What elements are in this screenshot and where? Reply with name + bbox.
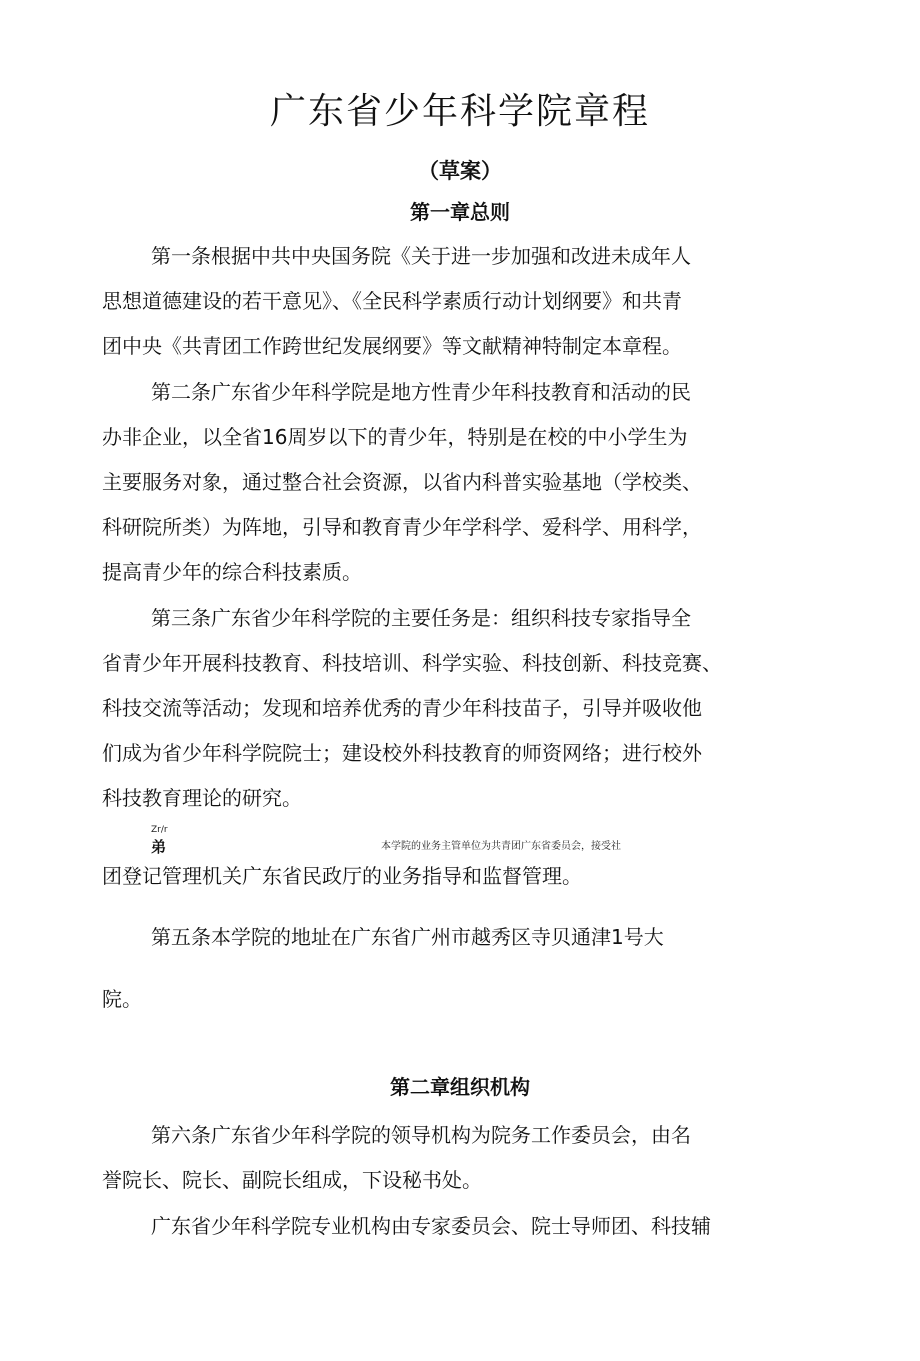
- article-4-line-2: 团登记管理机关广东省民政厅的业务指导和监督管理。: [102, 864, 582, 888]
- article-2-line-3: 主要服务对象，通过整合社会资源，以省内科普实验基地（学校类、: [102, 470, 702, 494]
- article-6-line-2: 誉院长、院长、副院长组成，下设秘书处。: [102, 1168, 482, 1192]
- article-2-line-5: 提高青少年的综合科技素质。: [102, 560, 362, 584]
- article-3-line-4: 们成为省少年科学院院士；建设校外科技教育的师资网络；进行校外: [102, 741, 702, 765]
- article-4-prefix: 弟: [151, 838, 167, 856]
- article-2-line-4: 科研院所类）为阵地，引导和教育青少年学科学、爱科学、用科学，: [102, 515, 702, 539]
- article-6-line-3: 广东省少年科学院专业机构由专家委员会、院士导师团、科技辅: [151, 1214, 711, 1238]
- article-2-line-1: 第二条广东省少年科学院是地方性青少年科技教育和活动的民: [151, 380, 691, 404]
- article-4-mark: Zr/r: [151, 825, 168, 835]
- chapter-2-heading: 第二章组织机构: [390, 1075, 530, 1099]
- article-5-line-2: 院。: [102, 987, 142, 1011]
- article-3-line-3: 科技交流等活动；发现和培养优秀的青少年科技苗子，引导并吸收他: [102, 696, 702, 720]
- article-4-small-text: 本学院的业务主管单位为共青团广东省委员会，接受社: [381, 841, 621, 852]
- article-3-line-1: 第三条广东省少年科学院的主要任务是：组织科技专家指导全: [151, 606, 691, 630]
- article-3-line-2: 省青少年开展科技教育、科技培训、科学实验、科技创新、科技竞赛、: [102, 651, 722, 675]
- article-3-line-5: 科技教育理论的研究。: [102, 786, 302, 810]
- article-6-line-1: 第六条广东省少年科学院的领导机构为院务工作委员会，由名: [151, 1123, 691, 1147]
- article-5-line-1: 第五条本学院的地址在广东省广州市越秀区寺贝通津1号大: [151, 925, 664, 949]
- chapter-1-heading: 第一章总则: [410, 200, 510, 224]
- document-title: 广东省少年科学院章程: [269, 91, 650, 132]
- document-subtitle: （草案）: [418, 159, 502, 183]
- article-1-line-2: 思想道德建设的若干意见》、《全民科学素质行动计划纲要》和共青: [102, 289, 682, 313]
- article-2-line-2: 办非企业，以全省16周岁以下的青少年，特别是在校的中小学生为: [102, 425, 688, 449]
- article-1-line-1: 第一条根据中共中央国务院《关于进一步加强和改进未成年人: [151, 244, 691, 268]
- article-1-line-3: 团中央《共青团工作跨世纪发展纲要》等文献精神特制定本章程。: [102, 334, 682, 358]
